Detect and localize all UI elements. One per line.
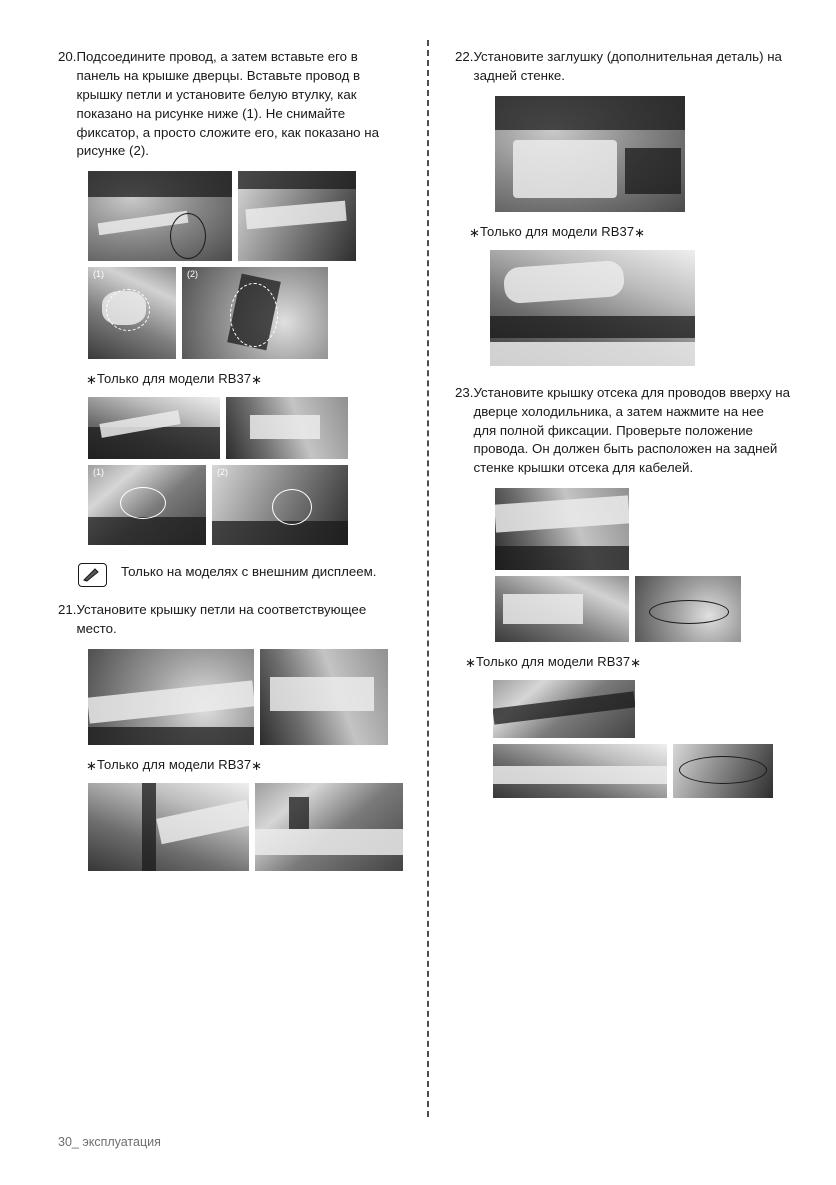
display-model-note-text: Только на моделях с внешним дисплеем. [121,564,377,580]
figure-label-1: (1) [93,467,104,478]
step-23-text: Установите крышку отсека для проводов вверху на дверце холодильника, а затем нажмите на нее для полной фиксации. Проверьте положение провода. Он должен быть расположен на задней стенке крышки отсека для кабелей. [473,384,791,476]
figure-row [88,465,403,545]
right-column [455,48,790,808]
figure-row [485,576,790,642]
figure-image-2 [182,267,328,359]
figure-row [88,171,403,261]
step-21-figures [88,649,403,745]
asterisk-icon: ∗ [86,372,97,388]
figure-row [88,397,403,459]
asterisk-icon: ∗ [251,372,263,388]
figure-image [635,576,741,642]
figure-label-1: (1) [93,269,104,280]
step-21 [58,601,403,639]
step-20-text: Подсоедините провод, а затем вставьте его в панель на крышке дверцы. Вставьте провод в крышку петли и установите белую втулку, как показано на рисунке ниже (1). Не снимайте фиксатор, а просто сложите его, как показано на рисунке (2). [76,49,379,159]
step-21-number: 21. [58,602,77,618]
figure-image-2 [212,465,348,545]
model-note-figures-right-1 [485,250,790,366]
model-note-rb37-right-2: ∗Только для модели RB37∗ [465,654,642,671]
page-footer: 30_ эксплуатация [58,1135,161,1149]
asterisk-icon: ∗ [465,655,476,671]
step-20-number: 20. [58,49,77,64]
figure-image [673,744,773,798]
figure-image [495,488,629,570]
step-23-number: 23. [455,384,474,400]
figure-image [238,171,356,261]
step-23 [455,384,790,478]
figure-row [485,96,790,212]
model-note-figures-right-2 [485,680,790,798]
figure-image [255,783,403,871]
asterisk-icon: ∗ [86,758,97,773]
figure-row [88,649,403,745]
step-22-number: 22. [455,49,474,64]
figure-image [495,96,685,212]
asterisk-icon: ∗ [630,655,642,671]
step-20-figures [88,171,403,359]
left-column [58,48,403,881]
figure-row [485,744,790,798]
model-note-figures-left-1 [88,397,403,545]
display-model-note [78,563,403,587]
figure-image [495,576,629,642]
column-divider [427,40,429,1117]
figure-row [485,250,790,366]
figure-row [485,488,790,570]
step-22 [455,48,790,86]
figure-image [88,783,249,871]
figure-image [260,649,388,745]
figure-image-1 [88,267,176,359]
step-20 [58,48,403,161]
figure-image [88,649,254,745]
asterisk-icon: ∗ [634,224,646,240]
figure-row [88,267,403,359]
asterisk-icon: ∗ [251,758,263,773]
step-21-text: Установите крышку петли на соответствующее место. [76,602,367,637]
model-note-rb37-left-1: ∗Только для модели RB37∗ [86,371,263,388]
model-note-rb37-right-1: ∗Только для модели RB37∗ [469,223,646,240]
figure-image [490,250,695,366]
figure-image [493,680,635,738]
model-note-rb37-left-2: ∗Только для модели RB37∗ [86,757,263,773]
figure-image [493,744,667,798]
figure-image [88,397,220,459]
step-22-text: Установите заглушку (дополнительная деталь) на задней стенке. [473,49,782,83]
figure-row [485,680,790,738]
asterisk-icon: ∗ [469,224,480,240]
step-23-figures [485,488,790,642]
figure-image-1 [88,465,206,545]
figure-label-2: (2) [187,269,198,280]
figure-image [88,171,232,261]
figure-row [88,783,403,871]
model-note-figures-left-2 [88,783,403,871]
figure-image [226,397,348,459]
note-pencil-icon [78,563,107,587]
step-22-figures [485,96,790,212]
figure-label-2: (2) [217,467,228,478]
